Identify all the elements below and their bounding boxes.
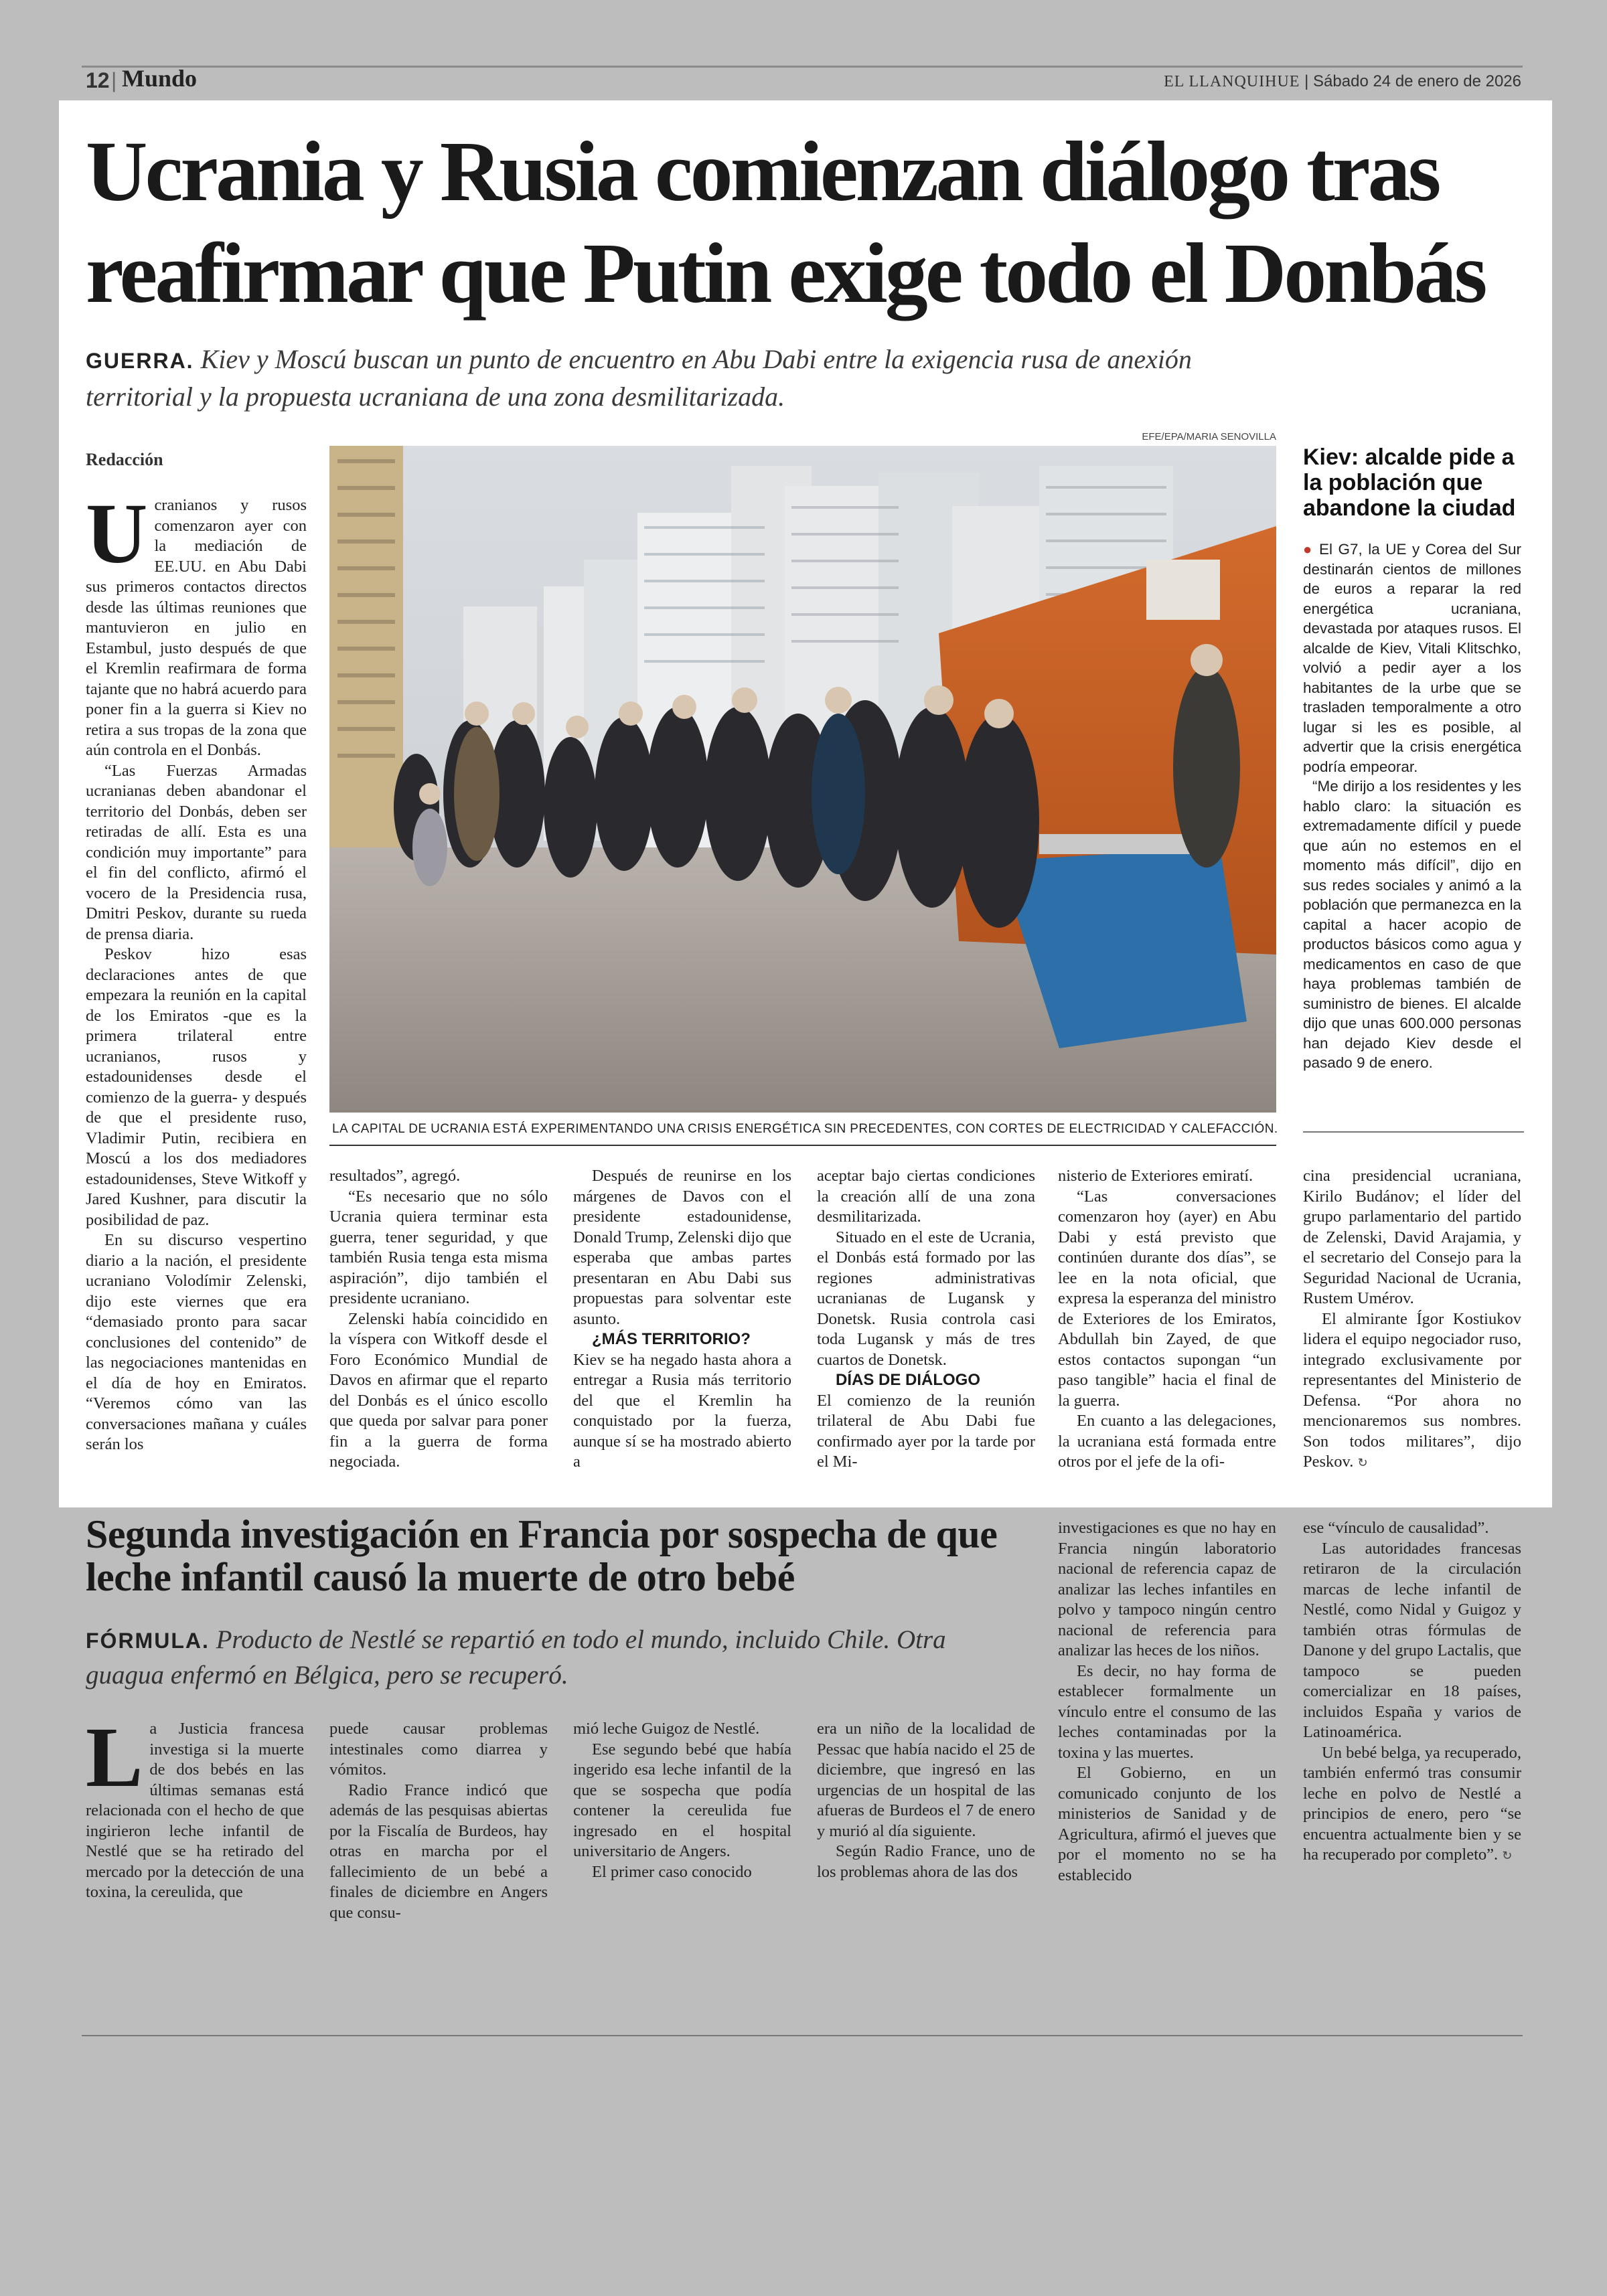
article2-column-2 bbox=[329, 1719, 548, 1923]
subheading: DÍAS DE DIÁLOGO bbox=[836, 1371, 981, 1389]
article2-column-3 bbox=[573, 1719, 791, 1882]
photo-illustration bbox=[329, 446, 1276, 1113]
subheading: ¿MÁS TERRITORIO? bbox=[592, 1330, 751, 1348]
paragraph bbox=[1303, 540, 1521, 776]
paragraph: investigaciones es que no hay en Francia ningún laboratorio nacional de referencia capaz de analizar las leches infantiles en polvo y tampoco ningún centro nacional de referencia para analizar las heces de los niños. bbox=[1058, 1519, 1276, 1659]
byline: Redacción bbox=[86, 450, 163, 469]
newspaper-name: EL LLANQUIHUE bbox=[1164, 73, 1300, 90]
paragraph: ese “vínculo de causalidad”. bbox=[1303, 1519, 1489, 1537]
end-mark-icon: ↻ bbox=[1357, 1456, 1368, 1470]
paragraph bbox=[1303, 1309, 1521, 1474]
dropcap: L bbox=[86, 1710, 143, 1805]
paragraph: Peskov hizo esas declaraciones antes de que empezara la reunión en la capital de los Emiratos -que es la primera trilateral entre ucranianos, rusos y estadounidenses desde el comienzo de la guerra- y después de que el presidente ruso, Vladimir Putin, recibiera en Moscú a los dos mediadores estadounidenses, Steve Witkoff y Jared Kushner, para discutir la posibilidad de paz. bbox=[86, 945, 307, 1229]
article1-column-5 bbox=[1058, 1166, 1276, 1473]
paragraph: Después de reunirse en los márgenes de Davos con el presidente estadounidense, Donald Trump, Zelenski dijo que esperaba que ambas partes presentaran en Abu Dabi sus propuestas para solventar este asunto. bbox=[573, 1167, 791, 1328]
paragraph: Kiev se ha negado hasta ahora a entregar a Rusia más territorio del que el Kremlin ha conquistado por la fuerza, aunque sí se ha mostrado abierto a bbox=[573, 1350, 791, 1471]
kicker-label: FÓRMULA. bbox=[86, 1629, 210, 1653]
sidebar-body bbox=[1303, 540, 1521, 1073]
issue-date: | Sábado 24 de enero de 2026 bbox=[1304, 72, 1521, 90]
paragraph: Ese segundo bebé que había ingerido esa leche infantil de la que se sospecha que podía contener la cereulida fue ingresado en el hospital universitario de Angers. bbox=[573, 1740, 791, 1860]
kicker-label: GUERRA. bbox=[86, 349, 194, 373]
paragraph bbox=[86, 486, 307, 761]
paragraph: Zelenski había coincidido en la víspera con Witkoff desde el Foro Económico Mundial de Davos en afirmar que el reparto del Donbás es el único escollo que queda por salvar para poner fin a la guerra de forma negociada. bbox=[329, 1309, 548, 1471]
kicker-text: Kiev y Moscú buscan un punto de encuentro en Abu Dabi entre la exigencia rusa de anexión territorial y la propuesta ucraniana de una zona desmilitarizada. bbox=[86, 344, 1192, 412]
article2-headline: Segunda investigación en Francia por sospecha de que leche infantil causó la muerte de otro bebé bbox=[86, 1512, 998, 1599]
photo-caption: LA CAPITAL DE UCRANIA ESTÁ EXPERIMENTANDO UNA CRISIS ENERGÉTICA SIN PRECEDENTES, CON CORTES DE ELECTRICIDAD Y CALEFACCIÓN. bbox=[332, 1122, 1278, 1136]
end-mark-icon: ↻ bbox=[1502, 1849, 1513, 1863]
paragraph bbox=[1303, 1743, 1521, 1867]
paragraph: Radio France indicó que además de las pesquisas abiertas por la Fiscalía de Burdeos, hay otras en marcha por el fallecimiento de un bebé a finales de diciembre en Angers que consu- bbox=[329, 1781, 548, 1922]
paragraph-text: El almirante Ígor Kostiukov lidera el equipo negociador ruso, integrado exclusivamente por representantes del Ministerio de Defensa. “Por ahora no mencionaremos sus nombres. Son todos militares”, dijo Peskov. bbox=[1303, 1309, 1521, 1471]
paragraph: puede causar problemas intestinales como diarrea y vómitos. bbox=[329, 1720, 548, 1779]
paragraph-text: cranianos y rusos comenzaron ayer con la mediación de EE.UU. en Abu Dabi sus primeros contactos directos desde las últimas reuniones que mantuvieron en julio en Estambul, justo después de que el Kremlin reafirmara de forma tajante que no habrá acuerdo para poner fin a la guerra si Kiev no retira a sus tropas de la zona que aún controla en el Donbás. bbox=[86, 496, 307, 759]
paragraph-text: El G7, la UE y Corea del Sur destinarán cientos de millones de euros a reparar la red energética ucraniana, devastada por ataques rusos. El alcalde de Kiev, Vitali Klitschko, volvió a pedir ayer a los habitantes de la urbe que se trasladen temporalmente a otro lugar si les es posible, al advertir que la crisis energética podría empeorar. bbox=[1303, 541, 1521, 775]
paragraph: “Me dirijo a los residentes y les hablo claro: la situación es extremadamente difícil y puede que aún no estemos en el momento más difícil”, dijo en sus redes sociales y animó a la población que permanezca en la capital a hacer acopio de productos básicos como agua y medicamentos en caso de que haya problemas también de suministro de bienes. El alcalde dijo que unas 600.000 personas han dejado Kiev desde el pasado 9 de enero. bbox=[1303, 778, 1521, 1071]
caption-rule bbox=[329, 1145, 1276, 1146]
article1-kicker bbox=[86, 341, 1224, 415]
article2-column-6 bbox=[1303, 1518, 1521, 1867]
paragraph: “Las Fuerzas Armadas ucranianas deben abandonar el territorio del Donbás, deben ser retiradas de allí. Esta es una condición muy importante” para el fin del conflicto, afirmó el vocero de la Presidencia rusa, Dmitri Peskov, durante su rueda de prensa diaria. bbox=[86, 761, 307, 943]
section-name: Mundo bbox=[122, 65, 198, 92]
paragraph: era un niño de la localidad de Pessac que había nacido el 25 de diciembre, que ingresó en las urgencias de un hospital de las afueras de Burdeos el 7 de enero y murió al día siguiente. bbox=[817, 1720, 1035, 1840]
article2-column-1 bbox=[86, 1710, 304, 1903]
sidebar-rule bbox=[1303, 1131, 1524, 1133]
paragraph-text: a Justicia francesa investiga si la muerte de dos bebés en las últimas semanas está relacionada con el hecho de que ingirieron leche infantil de Nestlé que se ha retirado del mercado por la detección de una toxina, la cereulida, que bbox=[86, 1720, 304, 1901]
article2-column-5 bbox=[1058, 1518, 1276, 1886]
paragraph: resultados”, agregó. bbox=[329, 1167, 461, 1185]
header-rule bbox=[82, 66, 1523, 68]
bottom-rule bbox=[82, 2035, 1523, 2036]
sidebar-title: Kiev: alcalde pide a la población que abandone la ciudad bbox=[1303, 444, 1516, 521]
kicker-text: Producto de Nestlé se repartió en todo el mundo, incluido Chile. Otra guagua enfermó en Bélgica, pero se recuperó. bbox=[86, 1625, 946, 1690]
article1-column-3 bbox=[573, 1166, 791, 1473]
paragraph: mió leche Guigoz de Nestlé. bbox=[573, 1720, 760, 1738]
article2-kicker bbox=[86, 1623, 956, 1693]
article1-column-4 bbox=[817, 1166, 1035, 1473]
paragraph: En su discurso vespertino diario a la nación, el presidente ucraniano Volodímir Zelenski, dijo este viernes que era “demasiado pronto para sacar conclusiones del contenido” de las negociaciones mantenidas en el día de hoy en Emiratos. “Veremos cómo van las conversaciones mañana y cuáles serán los bbox=[86, 1231, 307, 1453]
article1-column-6 bbox=[1303, 1166, 1521, 1474]
photo-credit: EFE/EPA/MARIA SENOVILLA bbox=[1142, 431, 1276, 442]
paragraph-text: Un bebé belga, ya recuperado, también enfermó tras consumir leche en polvo de Nestlé a principios de enero, pero “se encuentra actualmente bien y se ha recuperado por completo”. bbox=[1303, 1743, 1521, 1864]
article2-column-4 bbox=[817, 1719, 1035, 1882]
article1-column-2 bbox=[329, 1166, 548, 1473]
paragraph: cina presidencial ucraniana, Kirilo Budánov; el líder del grupo parlamentario del partido de Zelenski, David Arajamia, y el secretario del Consejo para la Seguridad Nacional de Ucrania, Rustem Umérov. bbox=[1303, 1167, 1521, 1307]
paragraph: nisterio de Exteriores emiratí. bbox=[1058, 1167, 1253, 1185]
folio-separator: | bbox=[111, 68, 117, 92]
dropcap: U bbox=[86, 486, 148, 581]
article1-headline: Ucrania y Rusia comienzan diálogo tras reafirmar que Putin exige todo el Donbás bbox=[86, 124, 1485, 321]
paragraph: Situado en el este de Ucrania, el Donbás está formado por las regiones administrativas ucranianas de Lugansk y Donetsk. Rusia controla casi toda Lugansk y más de tres cuartos de Donetsk. bbox=[817, 1228, 1035, 1369]
paragraph: aceptar bajo ciertas condiciones la creación allí de una zona desmilitarizada. bbox=[817, 1167, 1035, 1226]
paragraph: El comienzo de la reunión trilateral de Abu Dabi fue confirmado ayer por la tarde por el Mi- bbox=[817, 1391, 1035, 1471]
paragraph: Las autoridades francesas retiraron de la circulación marcas de leche infantil de Nestlé, como Nidal y Guigoz y también otras fórmulas de Danone y del grupo Lactalis, que tampoco se pueden comercializar en 18 países, incluidos España y varios de Latinoamérica. bbox=[1303, 1539, 1521, 1741]
paragraph: “Las conversaciones comenzaron hoy (ayer) en Abu Dabi y está previsto que continúen durante dos días”, se lee en la nota oficial, que expresa la esperanza del ministro de Exteriores de los Emiratos, Abdullah bin Zayed, de que estos contactos supongan “un paso tangible” hacia el final de la guerra. bbox=[1058, 1187, 1276, 1410]
bullet-icon: ● bbox=[1303, 541, 1314, 558]
paragraph: El primer caso conocido bbox=[592, 1862, 752, 1881]
page-number: 12 bbox=[86, 68, 110, 92]
paragraph bbox=[86, 1710, 304, 1903]
masthead bbox=[1164, 72, 1521, 91]
paragraph: Según Radio France, uno de los problemas ahora de las dos bbox=[817, 1842, 1035, 1881]
article1-column-1 bbox=[86, 486, 307, 1455]
paragraph: En cuanto a las delegaciones, la ucraniana está formada entre otros por el jefe de la ofi- bbox=[1058, 1412, 1276, 1471]
paragraph: Es decir, no hay forma de establecer formalmente un vínculo entre el consumo de las leches contaminadas por la toxina y las muertes. bbox=[1058, 1661, 1276, 1762]
paragraph: El Gobierno, en un comunicado conjunto de los ministerios de Sanidad y de Agricultura, afirmó el jueves que por el momento no se ha establecido bbox=[1058, 1764, 1276, 1884]
paragraph: “Es necesario que no sólo Ucrania quiera terminar esta guerra, tener seguridad, y que también Rusia tenga esta misma aspiración”, dijo también el presidente ucraniano. bbox=[329, 1187, 548, 1307]
news-photo bbox=[329, 446, 1276, 1113]
